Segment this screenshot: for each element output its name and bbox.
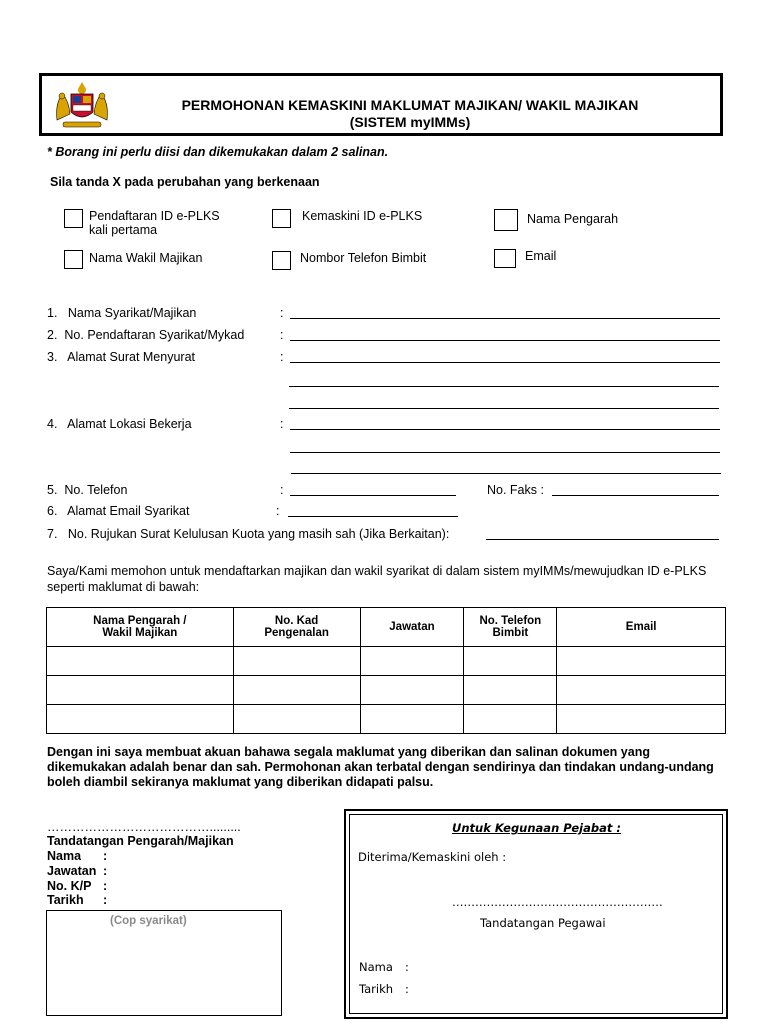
fax-input[interactable] [552, 495, 719, 496]
table-cell[interactable] [557, 647, 726, 676]
form-title: PERMOHONAN KEMASKINI MAKLUMAT MAJIKAN/ WAKIL MAJIKAN [181, 97, 639, 113]
checkbox-first-registration[interactable] [64, 209, 83, 228]
field-quota-reference: 7. No. Rujukan Surat Kelulusan Kuota yang masih sah (Jika Berkaitan): [47, 527, 450, 541]
fax-label: No. Faks : [487, 483, 544, 497]
signature-label: Tandatangan Pengarah/Majikan [47, 834, 234, 848]
table-cell[interactable] [464, 676, 557, 705]
field-colon: : [280, 328, 284, 342]
field-telephone: 5. No. Telefon [47, 483, 128, 497]
officer-signature-label: Tandatangan Pegawai [480, 916, 606, 930]
header-mobile-number: No. Telefon Bimbit [464, 608, 557, 647]
header-director-name: Nama Pengarah / Wakil Majikan [47, 608, 234, 647]
signature-colon: : [103, 849, 108, 863]
table-row [47, 705, 726, 734]
office-colon: : [405, 960, 409, 974]
officer-signature-dots: ………………………………………………. [452, 895, 663, 909]
header-ic-number: No. Kad Pengenalan [233, 608, 360, 647]
signature-colon: : [103, 864, 108, 878]
table-cell[interactable] [47, 705, 234, 734]
field-colon: : [276, 504, 280, 518]
mailing-address-line3[interactable] [289, 408, 719, 409]
quota-reference-input[interactable] [486, 539, 719, 540]
signature-ic-label: No. K/P [47, 879, 92, 893]
work-address-line3[interactable] [291, 473, 721, 474]
table-cell[interactable] [47, 647, 234, 676]
table-cell[interactable] [47, 676, 234, 705]
work-address-line1[interactable] [290, 429, 720, 430]
registration-number-input[interactable] [290, 340, 720, 341]
checkbox-director-name[interactable] [494, 209, 518, 231]
field-colon: : [280, 350, 284, 364]
checkbox-email-label: Email [525, 249, 557, 263]
table-cell[interactable] [557, 705, 726, 734]
declaration-text: Dengan ini saya membuat akuan bahawa segala maklumat yang diberikan dan salinan dokumen yang dikemukakan adalah benar dan sah. Permohonan akan terbatal dengan sendirinya dan tindakan undang-undang boleh diambil sekiranya maklumat yang diberikan didapati palsu. [47, 745, 714, 789]
checkbox-update-id-label: Kemaskini ID e-PLKS [302, 209, 423, 223]
checkbox-representative-name[interactable] [64, 250, 83, 269]
table-cell[interactable] [360, 676, 464, 705]
field-registration-number: 2. No. Pendaftaran Syarikat/Mykad [47, 328, 245, 342]
header-position: Jawatan [360, 608, 464, 647]
representatives-table [46, 607, 726, 734]
signature-date-label: Tarikh [47, 893, 84, 907]
mailing-address-line1[interactable] [290, 362, 720, 363]
office-date-label: Tarikh [359, 982, 394, 996]
copies-note: * Borang ini perlu diisi dan dikemukakan dalam 2 salinan. [47, 145, 389, 159]
signature-colon: : [103, 879, 108, 893]
table-row [47, 647, 726, 676]
header-email: Email [557, 608, 726, 647]
signature-name-label: Nama [47, 849, 82, 863]
mailing-address-line2[interactable] [289, 386, 719, 387]
table-cell[interactable] [233, 647, 360, 676]
form-subtitle: (SISTEM myIMMs) [349, 114, 471, 130]
office-name-label: Nama [359, 960, 393, 974]
instruction-text: Sila tanda X pada perubahan yang berkenaan [50, 175, 320, 189]
table-cell[interactable] [464, 647, 557, 676]
table-cell[interactable] [557, 676, 726, 705]
office-colon: : [405, 982, 409, 996]
checkbox-representative-name-label: Nama Wakil Majikan [89, 251, 203, 265]
office-use-title: Untuk Kegunaan Pejabat : [452, 821, 621, 835]
table-row [47, 676, 726, 705]
table-cell[interactable] [233, 705, 360, 734]
signature-colon: : [103, 893, 108, 907]
telephone-input[interactable] [290, 495, 456, 496]
checkbox-first-registration-label: Pendaftaran ID e-PLKS kali pertama [89, 209, 220, 237]
field-mailing-address: 3. Alamat Surat Menyurat [47, 350, 196, 364]
work-address-line2[interactable] [290, 452, 720, 453]
request-paragraph: Saya/Kami memohon untuk mendaftarkan majikan dan wakil syarikat di dalam sistem myIMMs/mewujudkan ID e-PLKS seperti maklumat di bawah: [47, 564, 707, 594]
field-company-name: 1. Nama Syarikat/Majikan [47, 306, 197, 320]
field-work-address: 4. Alamat Lokasi Bekerja [47, 417, 192, 431]
received-by-label: Diterima/Kemaskini oleh : [358, 850, 507, 864]
table-cell[interactable] [360, 647, 464, 676]
table-header-row [47, 608, 726, 647]
checkbox-update-id[interactable] [272, 209, 291, 228]
checkbox-email[interactable] [494, 249, 516, 268]
table-cell[interactable] [360, 705, 464, 734]
field-colon: : [280, 417, 284, 431]
checkbox-director-name-label: Nama Pengarah [527, 212, 619, 226]
field-colon: : [280, 483, 284, 497]
company-stamp-label: (Cop syarikat) [110, 915, 187, 927]
checkbox-mobile-number[interactable] [272, 251, 291, 270]
field-colon: : [280, 306, 284, 320]
signature-position-label: Jawatan [47, 864, 97, 878]
table-cell[interactable] [464, 705, 557, 734]
company-name-input[interactable] [290, 318, 720, 319]
signature-dots: …………………………………......... [47, 820, 241, 834]
field-company-email: 6. Alamat Email Syarikat [47, 504, 190, 518]
checkbox-mobile-number-label: Nombor Telefon Bimbit [300, 251, 427, 265]
company-email-input[interactable] [288, 516, 458, 517]
table-cell[interactable] [233, 676, 360, 705]
